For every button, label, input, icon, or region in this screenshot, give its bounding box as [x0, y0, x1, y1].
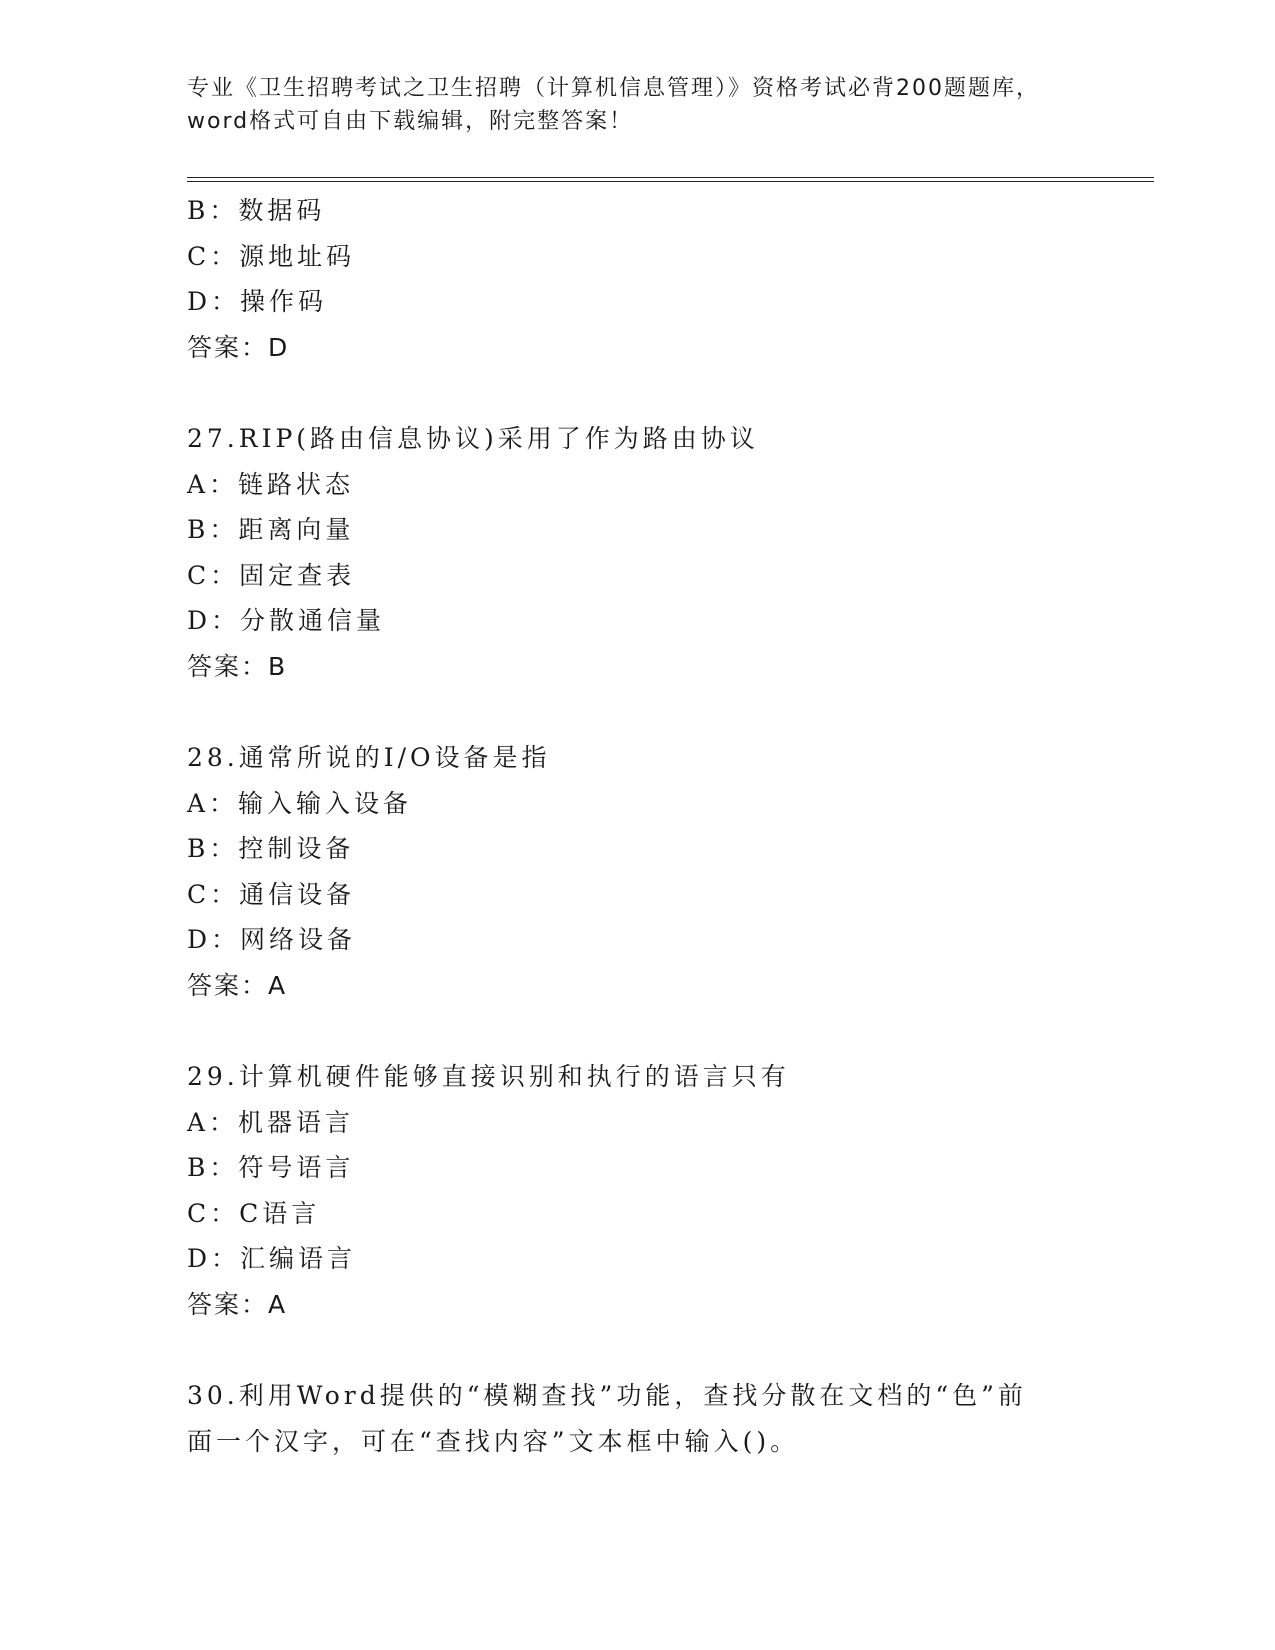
question-text-line-2: 面一个汉字，可在“查找内容”文本框中输入()。 [187, 1426, 800, 1456]
header-line-2: word格式可自由下载编辑，附完整答案！ [187, 109, 634, 134]
question-block-30 [187, 1373, 1087, 1464]
question-block-27 [187, 416, 1087, 689]
option-b: B：距离向量 [187, 515, 355, 544]
question-text-line-1: 30.利用Word提供的“模糊查找”功能，查找分散在文档的“色”前 [187, 1381, 1027, 1410]
answer: 答案：A [187, 970, 288, 1000]
option-d: D：汇编语言 [187, 1244, 357, 1273]
header-line-1: 专业《卫生招聘考试之卫生招聘（计算机信息管理）》资格考试必背200题题库， [187, 76, 1040, 101]
page-header [187, 72, 1087, 138]
option-b: B：控制设备 [187, 834, 355, 863]
question-block-26 [187, 188, 1087, 370]
header-divider [187, 177, 1154, 182]
question-content [187, 188, 1087, 1464]
option-c: C：通信设备 [187, 879, 356, 909]
answer: 答案：A [187, 1289, 288, 1319]
question-block-28 [187, 735, 1087, 1008]
question-block-29 [187, 1054, 1087, 1327]
answer: 答案：D [187, 332, 290, 362]
option-d: D：分散通信量 [187, 606, 386, 635]
option-a: A：机器语言 [187, 1107, 355, 1137]
option-a: A：输入输入设备 [187, 788, 413, 818]
question-text: 28.通常所说的I/O设备是指 [187, 743, 551, 772]
option-c: C：C语言 [187, 1198, 321, 1228]
question-text: 29.计算机硬件能够直接识别和执行的语言只有 [187, 1062, 790, 1091]
option-b: B：符号语言 [187, 1153, 355, 1182]
option-d: D：网络设备 [187, 925, 357, 954]
option-d: D：操作码 [187, 287, 328, 316]
option-c: C：固定查表 [187, 560, 356, 590]
option-c: C：源地址码 [187, 241, 356, 271]
option-b: B：数据码 [187, 196, 326, 225]
answer: 答案：B [187, 651, 288, 681]
option-a: A：链路状态 [187, 469, 355, 499]
question-text: 27.RIP(路由信息协议)采用了作为路由协议 [187, 424, 759, 453]
